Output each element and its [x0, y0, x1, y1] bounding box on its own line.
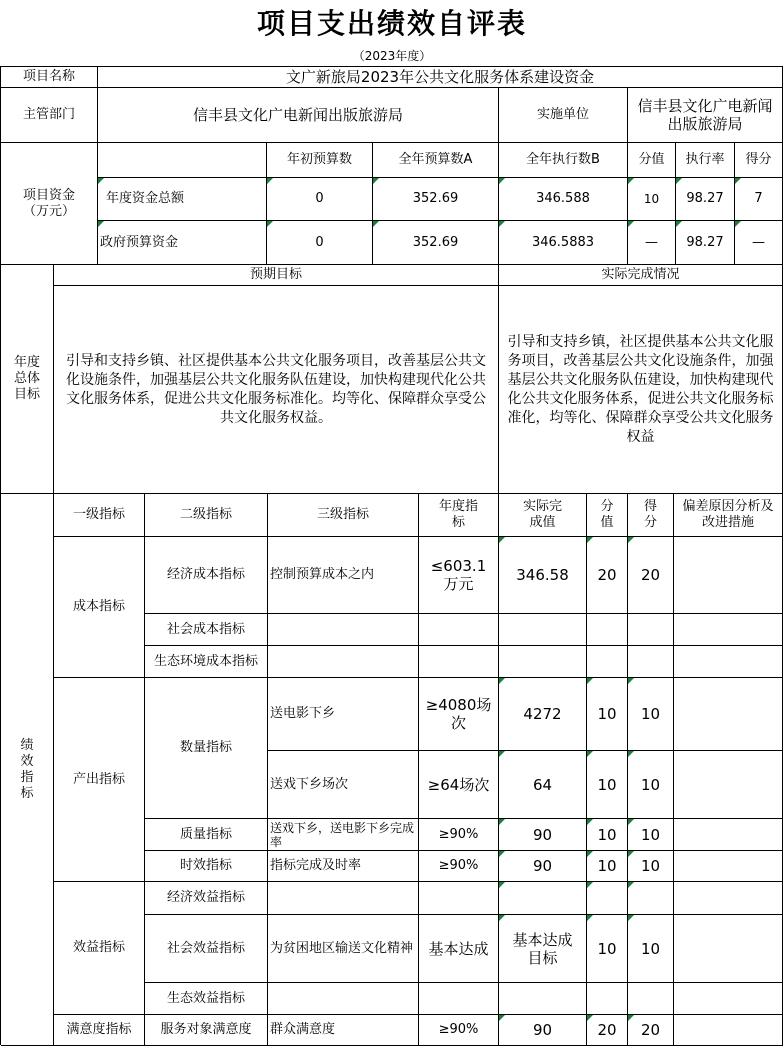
ind-row-1-got: 10 [628, 678, 674, 751]
ind-row-6-l3: 群众满意度 [268, 1015, 419, 1046]
funds-row-total-label: 年度资金总额 [98, 178, 267, 221]
ind-empty-deviation [674, 983, 783, 1015]
ind-empty-l3 [268, 614, 419, 646]
ind-row-0-l3: 控制预算成本之内 [268, 537, 419, 614]
goals-actual-header: 实际完成情况 [499, 265, 783, 286]
ind-l2-quantity: 数量指标 [145, 678, 268, 819]
ind-row-5-deviation [674, 915, 783, 983]
ind-row-5-l3: 为贫困地区输送文化精神 [268, 915, 419, 983]
ind-row-3-got: 10 [628, 819, 674, 851]
ind-row-2-l3: 送戏下乡场次 [268, 751, 419, 819]
funds-gov-initial: 0 [267, 221, 373, 265]
ind-empty-score [587, 983, 628, 1015]
ind-row-4-l3: 指标完成及时率 [268, 851, 419, 882]
ind-l2-econ-benefit: 经济效益指标 [145, 882, 268, 915]
page-title: 项目支出绩效自评表 [256, 7, 527, 40]
dept-label: 主管部门 [1, 88, 98, 143]
ind-l2-social-benefit: 社会效益指标 [145, 915, 268, 983]
ind-row-0-got: 20 [628, 537, 674, 614]
ind-row-6-got: 20 [628, 1015, 674, 1046]
ind-row-4-deviation [674, 851, 783, 882]
ind-l1-benefit: 效益指标 [54, 882, 145, 1015]
ind-empty-deviation [674, 882, 783, 915]
ind-l2-eco-cost: 生态环境成本指标 [145, 646, 268, 678]
ind-empty-actual [499, 646, 587, 678]
ind-row-1-deviation [674, 678, 783, 751]
ind-row-5-actual: 基本达成目标 [499, 915, 587, 983]
funds-header-exec-b: 全年执行数B [499, 143, 628, 178]
funds-total-exec-b: 346.588 [499, 178, 628, 221]
ind-l2-social-cost: 社会成本指标 [145, 614, 268, 646]
project-name-label: 项目名称 [1, 67, 98, 88]
ind-l2-econ-cost: 经济成本指标 [145, 537, 268, 614]
ind-header-l3: 三级指标 [268, 494, 419, 537]
ind-empty-got [628, 614, 674, 646]
dept-value: 信丰县文化广电新闻出版旅游局 [98, 88, 499, 143]
ind-row-1-l3: 送电影下乡 [268, 678, 419, 751]
goals-label: 年度总体目标 [1, 265, 54, 494]
ind-row-3-score: 10 [587, 819, 628, 851]
ind-row-6-deviation [674, 1015, 783, 1046]
ind-l2-eco-benefit: 生态效益指标 [145, 983, 268, 1015]
ind-header-l1: 一级指标 [54, 494, 145, 537]
ind-row-0-deviation [674, 537, 783, 614]
funds-header-blank [98, 143, 267, 178]
ind-row-0-actual: 346.58 [499, 537, 587, 614]
funds-row-gov-label: 政府预算资金 [98, 221, 267, 265]
ind-empty-l3 [268, 882, 419, 915]
ind-row-2-target: ≥64场次 [419, 751, 499, 819]
funds-header-score: 分值 [628, 143, 676, 178]
ind-row-5-got: 10 [628, 915, 674, 983]
ind-row-5-target: 基本达成 [419, 915, 499, 983]
funds-total-score: 10 [628, 178, 676, 221]
ind-row-1-target: ≥4080场次 [419, 678, 499, 751]
ind-row-0-target: ≤603.1万元 [419, 537, 499, 614]
ind-header-target: 年度指标 [419, 494, 499, 537]
ind-empty-score [587, 614, 628, 646]
funds-gov-budget-a: 352.69 [373, 221, 499, 265]
funds-total-rate: 98.27 [676, 178, 735, 221]
ind-row-1-actual: 4272 [499, 678, 587, 751]
ind-l1-output: 产出指标 [54, 678, 145, 882]
ind-row-3-target: ≥90% [419, 819, 499, 851]
ind-empty-score [587, 646, 628, 678]
ind-empty-target [419, 983, 499, 1015]
ind-row-4-score: 10 [587, 851, 628, 882]
year-label: （2023年度） [352, 48, 432, 63]
ind-empty-l3 [268, 983, 419, 1015]
ind-l2-service-satisfaction: 服务对象满意度 [145, 1015, 268, 1046]
ind-empty-target [419, 646, 499, 678]
ind-l2-quality: 质量指标 [145, 819, 268, 851]
funds-header-got: 得分 [735, 143, 783, 178]
goals-expected-header: 预期目标 [54, 265, 499, 286]
ind-header-got: 得分 [628, 494, 674, 537]
ind-row-3-deviation [674, 819, 783, 851]
ind-header-score: 分值 [587, 494, 628, 537]
impl-unit-value: 信丰县文化广电新闻出版旅游局 [628, 88, 783, 143]
ind-row-3-l3: 送戏下乡，送电影下乡完成率 [268, 819, 419, 851]
goals-actual-text: 引导和支持乡镇，社区提供基本公共文化服务项目，改善基层公共文化设施条件，加强基层公共文化服务队伍建设，加快构建现代化公共文化服务体系，促进公共文化服务标准化，均等化、保障群众享受公共文化服务权益 [499, 286, 783, 494]
evaluation-table [0, 66, 783, 1045]
ind-row-5-score: 10 [587, 915, 628, 983]
ind-row-4-got: 10 [628, 851, 674, 882]
funds-total-initial: 0 [267, 178, 373, 221]
ind-header-actual: 实际完成值 [499, 494, 587, 537]
ind-row-6-target: ≥90% [419, 1015, 499, 1046]
funds-header-budget-a: 全年预算数A [373, 143, 499, 178]
ind-empty-actual [499, 614, 587, 646]
funds-header-initial: 年初预算数 [267, 143, 373, 178]
ind-empty-got [628, 983, 674, 1015]
ind-row-6-actual: 90 [499, 1015, 587, 1046]
funds-total-got: 7 [735, 178, 783, 221]
ind-row-2-deviation [674, 751, 783, 819]
ind-empty-l3 [268, 646, 419, 678]
ind-header-deviation: 偏差原因分析及改进措施 [674, 494, 783, 537]
ind-row-2-got: 10 [628, 751, 674, 819]
funds-header-rate: 执行率 [676, 143, 735, 178]
project-name-value: 文广新旅局2023年公共文化服务体系建设资金 [98, 67, 783, 88]
ind-l1-cost: 成本指标 [54, 537, 145, 678]
funds-gov-exec-b: 346.5883 [499, 221, 628, 265]
ind-l2-timeliness: 时效指标 [145, 851, 268, 882]
ind-row-2-actual: 64 [499, 751, 587, 819]
ind-row-2-score: 10 [587, 751, 628, 819]
funds-label: 项目资金（万元） [1, 143, 98, 265]
impl-unit-label: 实施单位 [499, 88, 628, 143]
ind-empty-target [419, 882, 499, 915]
funds-gov-got: — [735, 221, 783, 265]
ind-l1-satisfaction: 满意度指标 [54, 1015, 145, 1046]
ind-row-4-actual: 90 [499, 851, 587, 882]
ind-empty-deviation [674, 614, 783, 646]
indicators-label: 绩效指标 [1, 494, 54, 1046]
funds-gov-score: — [628, 221, 676, 265]
ind-header-l2: 二级指标 [145, 494, 268, 537]
funds-total-budget-a: 352.69 [373, 178, 499, 221]
funds-gov-rate: 98.27 [676, 221, 735, 265]
ind-empty-score [587, 882, 628, 915]
ind-empty-target [419, 614, 499, 646]
ind-row-4-target: ≥90% [419, 851, 499, 882]
ind-row-3-actual: 90 [499, 819, 587, 851]
ind-empty-got [628, 882, 674, 915]
ind-empty-actual [499, 882, 587, 915]
ind-empty-deviation [674, 646, 783, 678]
ind-empty-got [628, 646, 674, 678]
goals-expected-text: 引导和支持乡镇、社区提供基本公共文化服务项目，改善基层公共文化设施条件，加强基层公共文化服务队伍建设，加快构建现代化公共文化服务体系，促进公共文化服务标准化。均等化、保障群众享受公共文化服务权益。 [54, 286, 499, 494]
ind-row-6-score: 20 [587, 1015, 628, 1046]
ind-empty-actual [499, 983, 587, 1015]
ind-row-1-score: 10 [587, 678, 628, 751]
ind-row-0-score: 20 [587, 537, 628, 614]
